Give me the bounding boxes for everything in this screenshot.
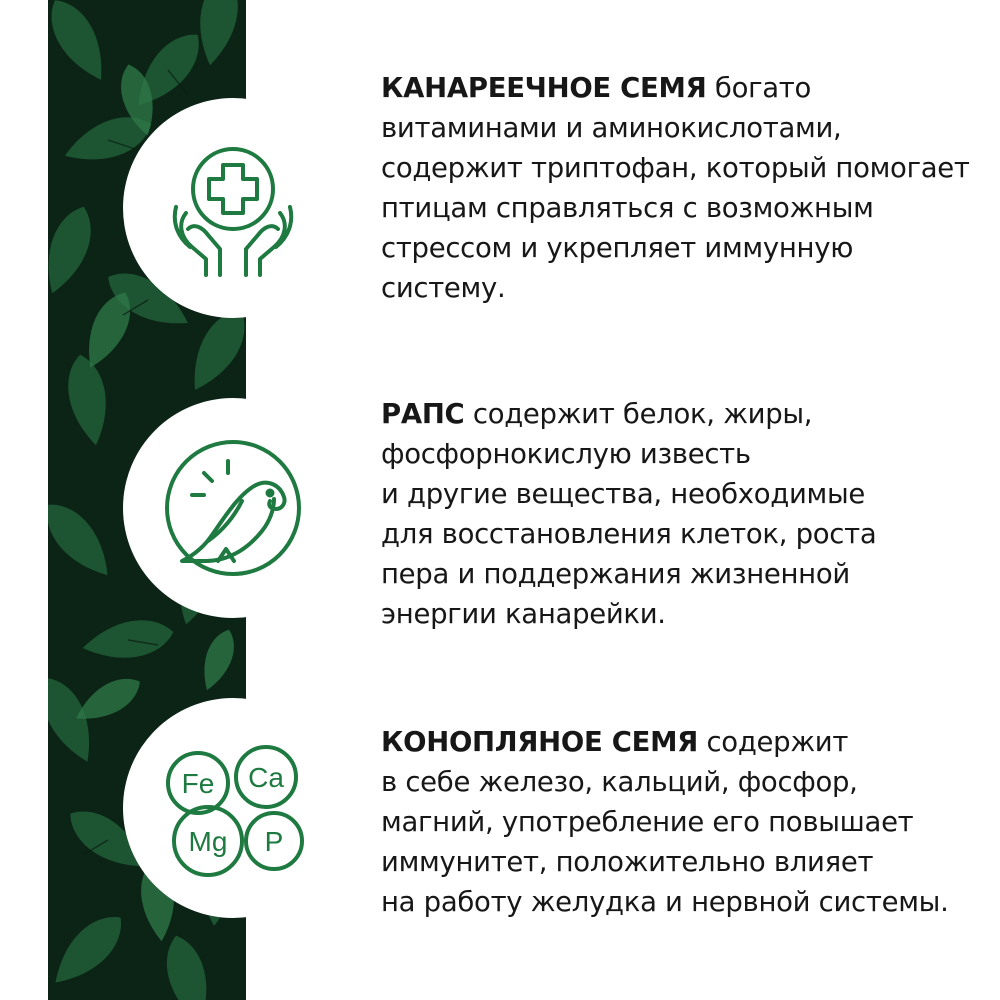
text-line: для восстановления клеток, роста <box>381 518 877 550</box>
text-line: энергии канарейки. <box>381 598 666 630</box>
text-line: в себе железо, кальций, фосфор, <box>381 766 858 798</box>
badge-hemp-seed <box>123 698 343 918</box>
hands-holding-medical-cross-icon <box>158 133 308 283</box>
text-line: иммунитет, положительно влияет <box>381 846 874 878</box>
text-line: витаминами и аминокислотами, <box>381 112 842 144</box>
rapeseed-description <box>381 394 993 634</box>
text-line: на работу желудка и нервной системы. <box>381 886 949 918</box>
text-fragment: содержит <box>698 726 849 758</box>
text-fragment: содержит белок, жиры, <box>464 398 813 430</box>
mineral-label-ca: Ca <box>248 762 284 793</box>
badge-canary-seed <box>123 98 343 318</box>
mineral-label-mg: Mg <box>188 826 228 857</box>
text-line: фосфорнокислую известь <box>381 438 751 470</box>
mineral-label-p: P <box>264 826 284 857</box>
text-line: содержит триптофан, который помогает <box>381 152 970 184</box>
text-line: магний, употребление его повышает <box>381 806 914 838</box>
text-line <box>381 68 993 108</box>
text-line <box>381 394 993 434</box>
text-line <box>381 722 993 762</box>
hemp-seed-description <box>381 722 993 922</box>
text-line: птицам справляться с возможным <box>381 192 874 224</box>
minerals-icon <box>148 733 318 883</box>
section-heading: РАПС <box>381 398 465 430</box>
canary-seed-description <box>381 68 993 308</box>
text-line: систему. <box>381 272 506 304</box>
text-line: и другие вещества, необходимые <box>381 478 866 510</box>
text-line: пера и поддержания жизненной <box>381 558 850 590</box>
parrot-icon <box>158 433 308 583</box>
text-fragment: богато <box>706 72 812 104</box>
badge-rapeseed <box>123 398 343 618</box>
section-heading: КАНАРЕЕЧНОЕ СЕМЯ <box>381 72 707 104</box>
text-line: стрессом и укрепляет иммунную <box>381 232 854 264</box>
section-heading: КОНОПЛЯНОЕ СЕМЯ <box>381 726 699 758</box>
mineral-label-fe: Fe <box>181 768 215 799</box>
